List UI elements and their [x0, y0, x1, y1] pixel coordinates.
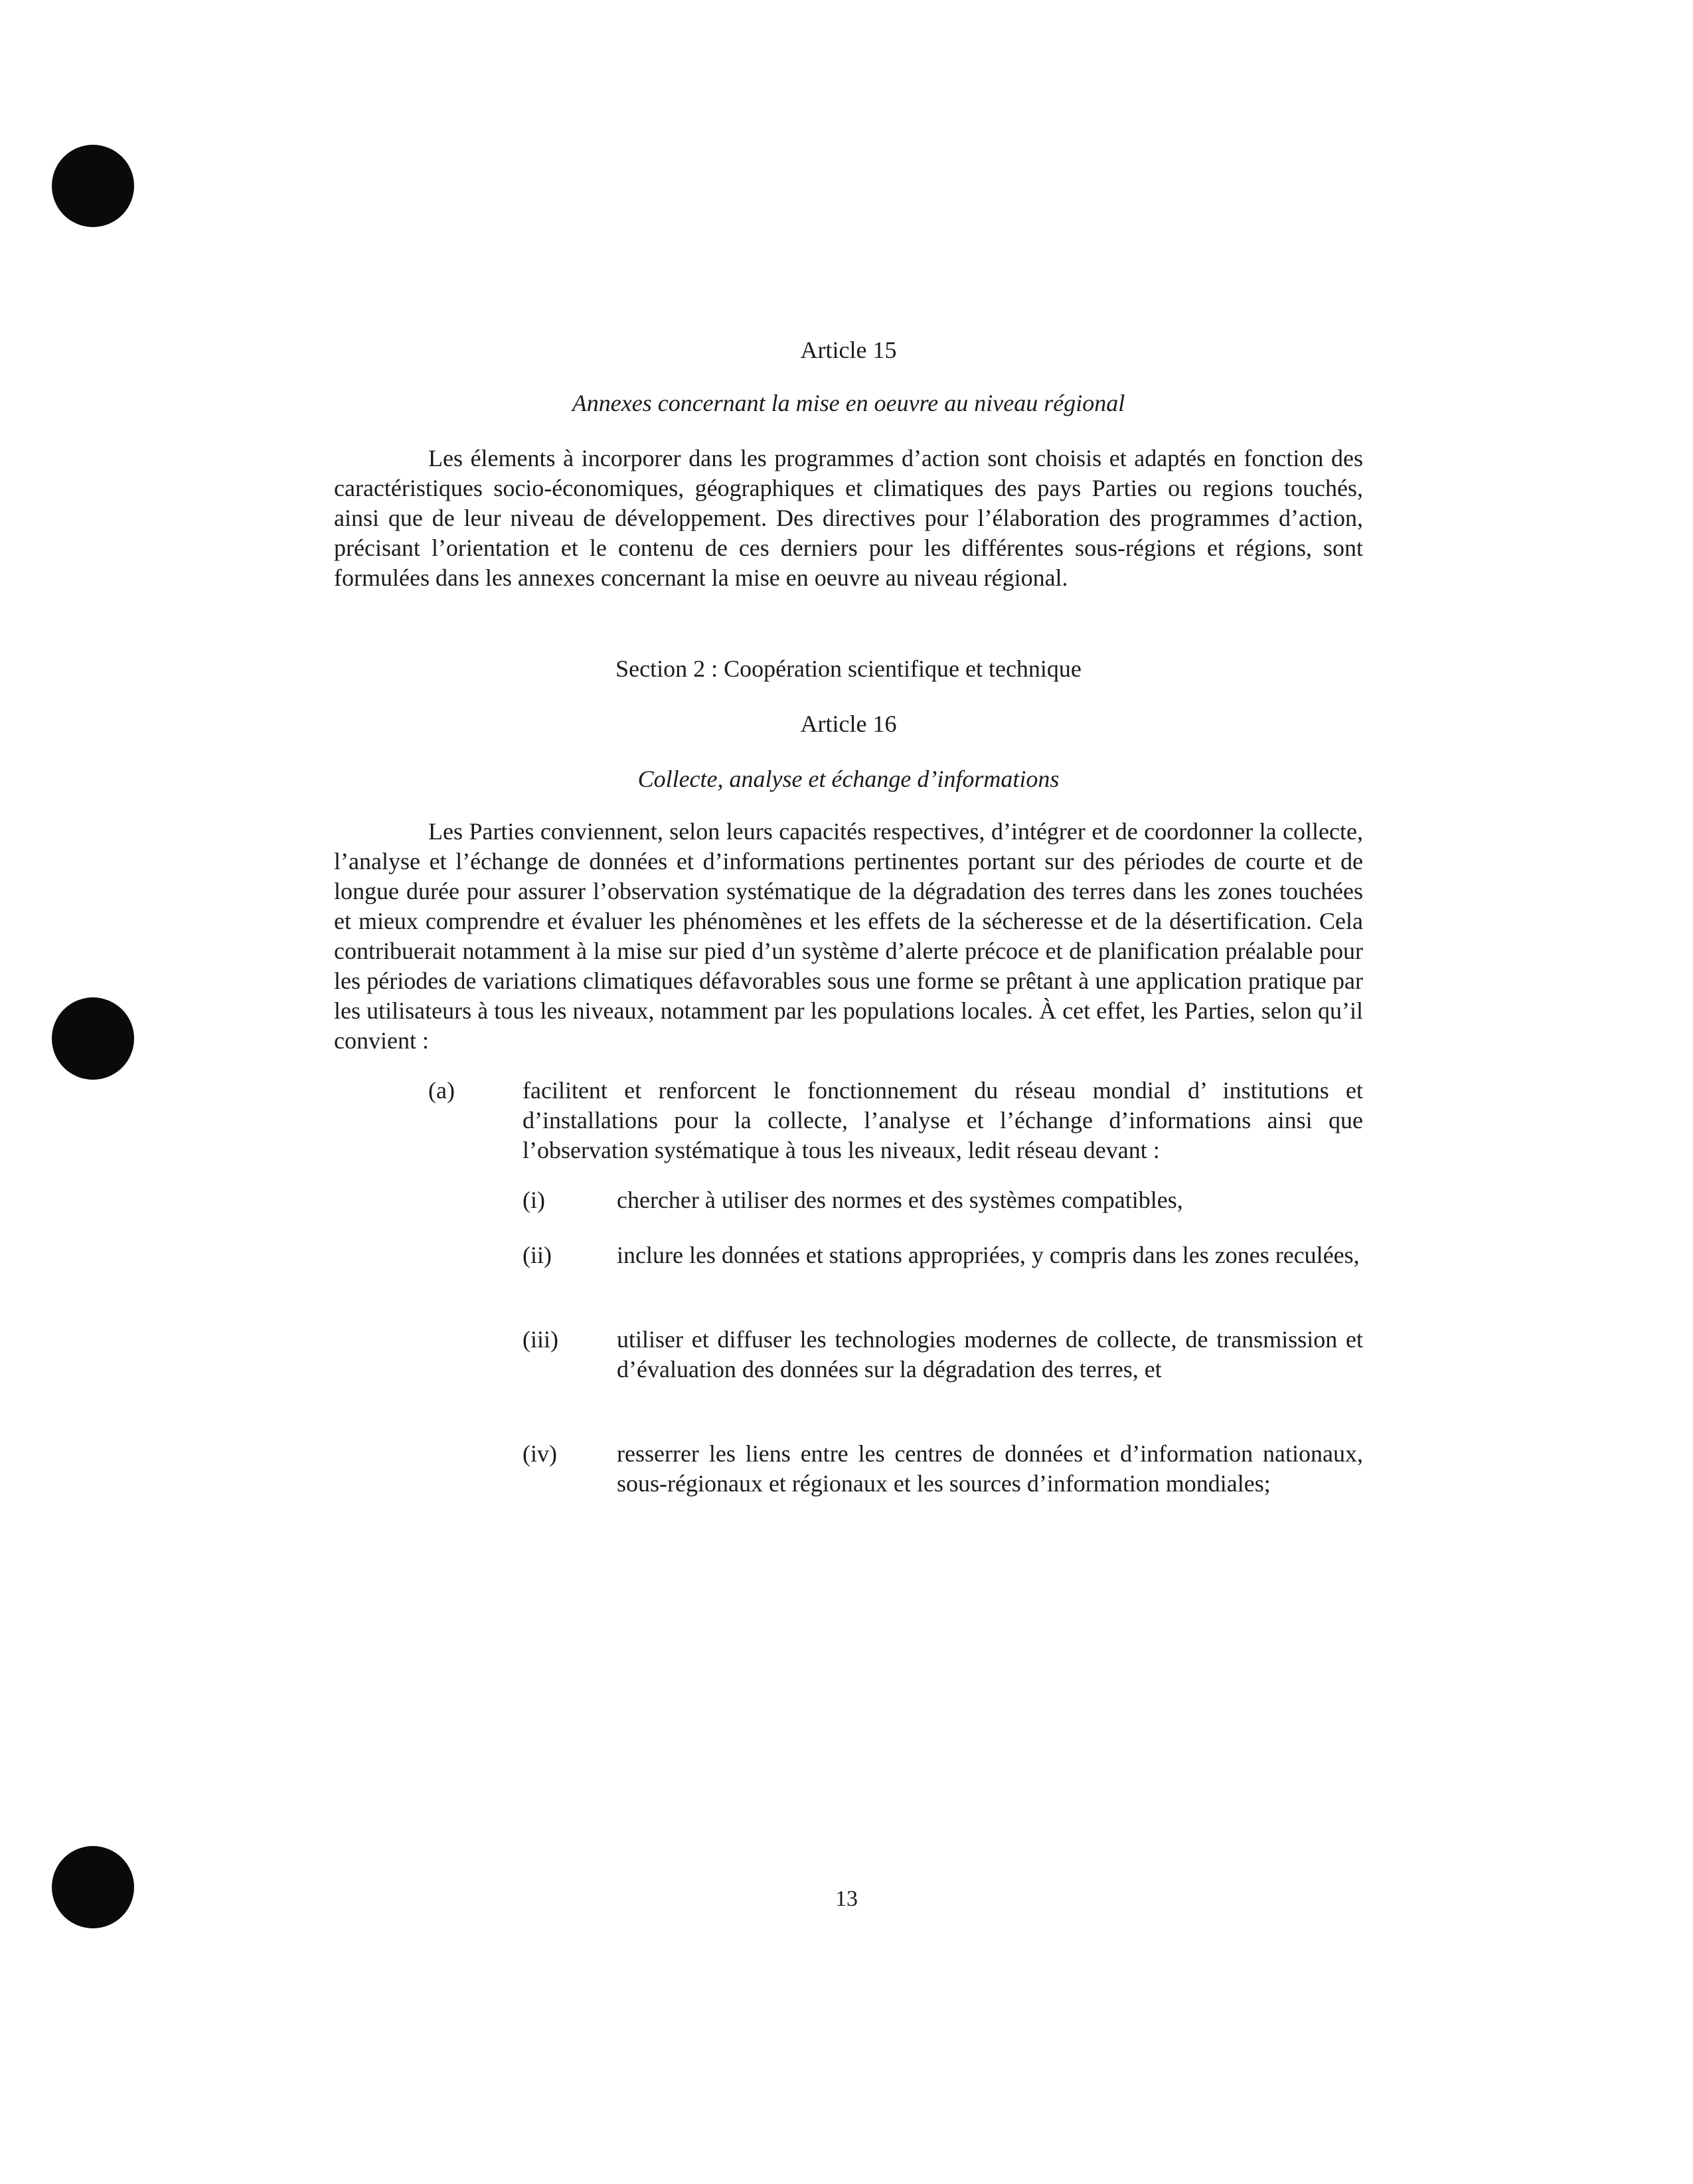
sub-item-i-text: chercher à utiliser des normes et des systèmes compatibles,: [617, 1187, 1183, 1213]
article-15-body-text: Les élements à incorporer dans les programmes d’action sont choisis et adaptés en fonction des caractéristiques socio-économiques, géographiques et climatiques des pays Parties ou regions touchés, ainsi que de leur niveau de développement. Des directives pour l’élaboration des programmes d’action, précisant l’orientation et le contenu de ces derniers pour les différentes sous-régions et régions, sont formulées dans les annexes concernant la mise en oeuvre au niveau régional.: [334, 445, 1363, 591]
article-16-body: [334, 817, 1363, 1056]
list-item-a-text: facilitent et renforcent le fonctionnement du réseau mondial d’ institutions et d’installations pour la collecte, l’analyse et l’échange d’informations ainsi que l’observation systématique à tous les niveaux, ledit réseau devant :: [523, 1077, 1363, 1163]
page-number: 13: [835, 1887, 858, 1911]
article-15-title: Annexes concernant la mise en oeuvre au niveau régional: [572, 390, 1125, 416]
article-15-body: [334, 444, 1363, 593]
sub-item-iii-text: utiliser et diffuser les technologies modernes de collecte, de transmission et d’évaluation des données sur la dégradation des terres, et: [617, 1326, 1363, 1383]
punch-hole-top: [52, 145, 134, 227]
article-15-heading: Article 15: [800, 337, 897, 363]
sub-item-iv-text: resserrer les liens entre les centres de données et d’information nationaux, sous-régionaux et régionaux et les sources d’information mondiales;: [617, 1440, 1363, 1497]
sub-item-iii-marker: (iii): [523, 1326, 558, 1353]
sub-item-iii: [523, 1325, 1363, 1418]
article-16-title: Collecte, analyse et échange d’informations: [637, 766, 1060, 792]
list-item-a: [428, 1076, 1363, 1169]
article-16-body-text: Les Parties conviennent, selon leurs capacités respectives, d’intégrer et de coordonner la collecte, l’analyse et l’échange de données et d’informations pertinentes portant sur des périodes de courte et de longue durée pour assurer l’observation systématique de la dégradation des terres dans les zones touchées et mieux comprendre et évaluer les phénomènes et les effets de la sécheresse et de la désertification. Cela contribuerait notamment à la mise sur pied d’un système d’alerte précoce et de planification préalable pour les périodes de variations climatiques défavorables sous une forme se prêtant à une application pratique par les utilisateurs à tous les niveaux, notamment par les populations locales. À cet effet, les Parties, selon qu’il convient :: [334, 818, 1363, 1054]
sub-item-i-marker: (i): [523, 1187, 545, 1213]
sub-item-ii: [523, 1240, 1363, 1303]
sub-item-ii-marker: (ii): [523, 1242, 552, 1268]
punch-hole-middle: [52, 997, 134, 1080]
list-item-a-marker: (a): [428, 1077, 455, 1104]
sub-item-ii-text: inclure les données et stations appropriées, y compris dans les zones reculées,: [617, 1242, 1360, 1268]
sub-item-iv-marker: (iv): [523, 1440, 557, 1467]
sub-item-iv: [523, 1439, 1363, 1532]
sub-item-i: [523, 1185, 1363, 1218]
article-16-heading: Article 16: [800, 711, 897, 737]
section-2-heading: Section 2 : Coopération scientifique et technique: [615, 655, 1082, 682]
